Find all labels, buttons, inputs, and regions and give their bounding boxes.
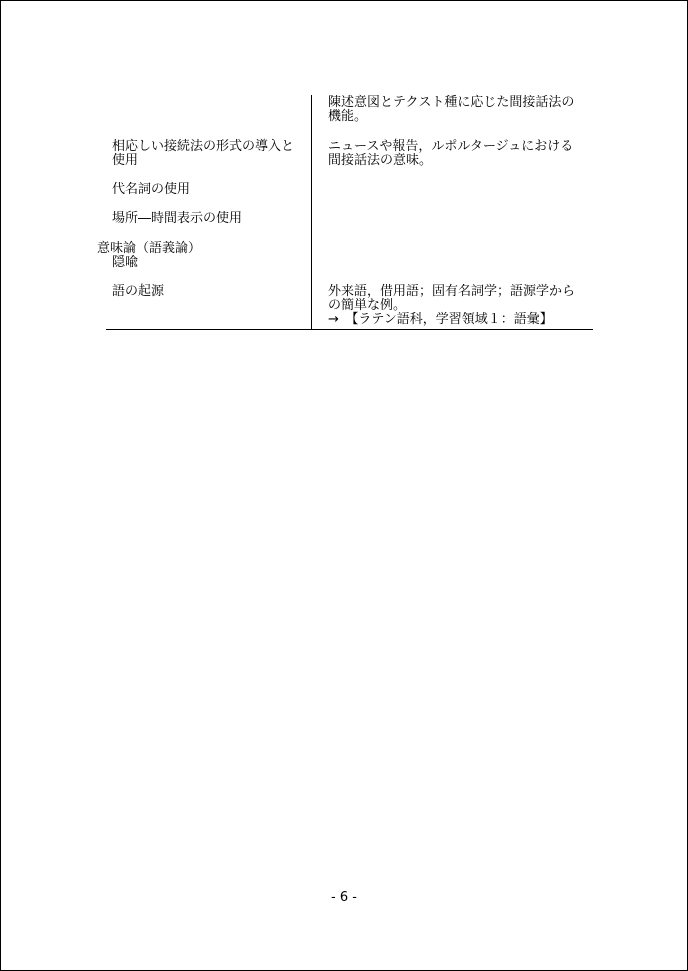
right-row3-line1: 外来語，借用語；固有名詞学；語源学から (328, 284, 576, 299)
right-row3-line2: の簡単な例。 (328, 298, 407, 313)
right-row1-line2: 機能。 (328, 109, 368, 124)
page-number: - 6 - (331, 890, 357, 905)
left-item1-line1: 相応しい接続法の形式の導入と (112, 139, 295, 154)
right-row1-line1: 陳述意図とテクスト種に応じた間接話法の (328, 95, 575, 110)
right-row2-line2: 間接話法の意味。 (328, 153, 433, 168)
right-row3-line3: → 【ラテン語科，学習領域１：語彙】 (328, 312, 553, 327)
left-item4: 隠喩 (112, 255, 139, 270)
left-item3: 場所―時間表示の使用 (112, 211, 243, 226)
column-divider (311, 95, 312, 329)
left-item2: 代名詞の使用 (112, 182, 191, 197)
right-row2-line1: ニュースや報告，ルポルタージュにおける (328, 139, 574, 154)
left-item5: 語の起源 (112, 284, 165, 299)
left-item1-line2: 使用 (112, 153, 139, 168)
table-bottom-rule (106, 329, 593, 330)
left-heading-semantics: 意味論（語義論） (97, 241, 202, 256)
